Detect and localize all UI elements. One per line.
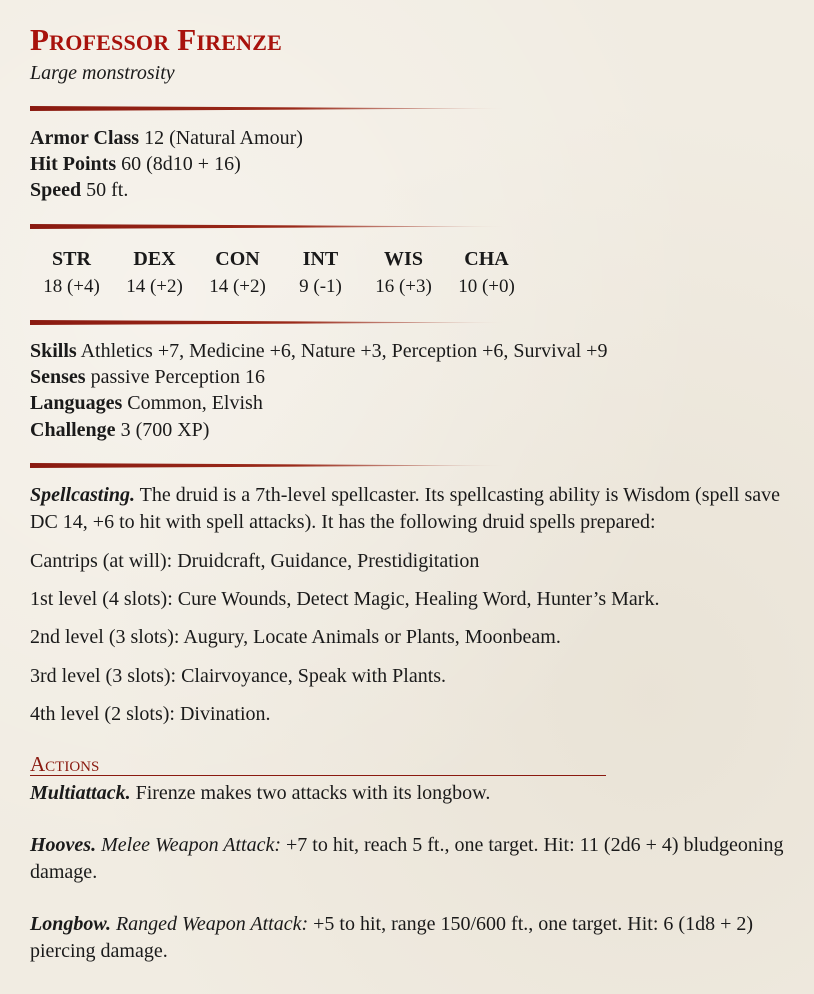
senses-value: passive Perception 16 xyxy=(90,366,265,388)
ability-abbr: CHA xyxy=(464,248,509,270)
ability-value: 9 (-1) xyxy=(299,276,342,297)
speed-value: 50 ft. xyxy=(86,179,129,201)
speed-label: Speed xyxy=(30,179,82,201)
ability-value: 10 (+0) xyxy=(458,276,515,297)
ability-value: 14 (+2) xyxy=(126,276,183,297)
ability-value: 16 (+3) xyxy=(375,276,432,297)
action-text: Firenze makes two attacks with its longbow. xyxy=(135,782,491,804)
ability-value: 18 (+4) xyxy=(43,276,100,297)
ability-wis xyxy=(362,248,445,298)
ability-value: 14 (+2) xyxy=(209,276,266,297)
divider-rule xyxy=(30,320,510,325)
hit-points-line xyxy=(30,153,241,176)
spell-level-cantrips: Cantrips (at will): Druidcraft, Guidance, Prestidigitation xyxy=(30,550,480,572)
action-text: +7 to hit, reach 5 ft., one target. Hit: 11 (2d6 + 4) bludgeoning damage. xyxy=(30,834,784,883)
spellcasting-name: Spellcasting. xyxy=(30,484,136,506)
action-text: +5 to hit, range 150/600 ft., one target. Hit: 6 (1d8 + 2) piercing damage. xyxy=(30,913,754,962)
ability-abbr: WIS xyxy=(384,248,423,270)
spellcasting-text: The druid is a 7th-level spellcaster. Its spellcasting ability is Wisdom (spell save DC 14, +6 to hit with spell attacks). It has the following druid spells prepared: xyxy=(30,484,781,533)
creature-type: Large monstrosity xyxy=(30,62,175,84)
action-multiattack xyxy=(30,780,800,807)
spellcasting-trait xyxy=(30,482,800,536)
action-name: Hooves. xyxy=(30,834,97,856)
ability-str xyxy=(30,248,113,298)
action-hooves xyxy=(30,832,800,886)
divider-rule xyxy=(30,106,510,111)
spell-level-3: 3rd level (3 slots): Clairvoyance, Speak with Plants. xyxy=(30,665,447,687)
divider-rule xyxy=(30,463,510,468)
actions-heading: Actions xyxy=(30,753,606,776)
languages-label: Languages xyxy=(30,392,123,414)
ability-abbr: DEX xyxy=(133,248,176,270)
action-name: Multiattack. xyxy=(30,782,131,804)
ability-abbr: INT xyxy=(302,248,339,270)
skills-line xyxy=(30,340,607,363)
languages-value: Common, Elvish xyxy=(127,392,263,414)
skills-value: Athletics +7, Medicine +6, Nature +3, Perception +6, Survival +9 xyxy=(80,340,608,362)
action-longbow xyxy=(30,911,800,965)
ability-abbr: CON xyxy=(215,248,260,270)
speed-line xyxy=(30,179,128,202)
challenge-value: 3 (700 XP) xyxy=(120,419,210,441)
action-attack-type: Ranged Weapon Attack: xyxy=(115,913,309,935)
armor-class-value: 12 (Natural Amour) xyxy=(144,127,303,149)
skills-label: Skills xyxy=(30,340,77,362)
senses-line xyxy=(30,366,265,389)
spell-level-1: 1st level (4 slots): Cure Wounds, Detect Magic, Healing Word, Hunter’s Mark. xyxy=(30,588,660,610)
divider-rule xyxy=(30,224,510,229)
spell-level-2: 2nd level (3 slots): Augury, Locate Animals or Plants, Moonbeam. xyxy=(30,626,561,648)
action-attack-type: Melee Weapon Attack: xyxy=(101,834,282,856)
ability-int xyxy=(279,248,362,298)
spell-level-4: 4th level (2 slots): Divination. xyxy=(30,703,271,725)
armor-class-label: Armor Class xyxy=(30,127,140,149)
ability-scores xyxy=(30,248,528,298)
armor-class-line xyxy=(30,127,303,150)
challenge-label: Challenge xyxy=(30,419,116,441)
ability-con xyxy=(196,248,279,298)
hit-points-label: Hit Points xyxy=(30,153,117,175)
languages-line xyxy=(30,392,263,415)
ability-dex xyxy=(113,248,196,298)
ability-cha xyxy=(445,248,528,298)
hit-points-value: 60 (8d10 + 16) xyxy=(121,153,241,175)
action-name: Longbow. xyxy=(30,913,111,935)
senses-label: Senses xyxy=(30,366,86,388)
challenge-line xyxy=(30,419,209,442)
creature-name: Professor Firenze xyxy=(30,22,282,57)
ability-abbr: STR xyxy=(52,248,91,270)
